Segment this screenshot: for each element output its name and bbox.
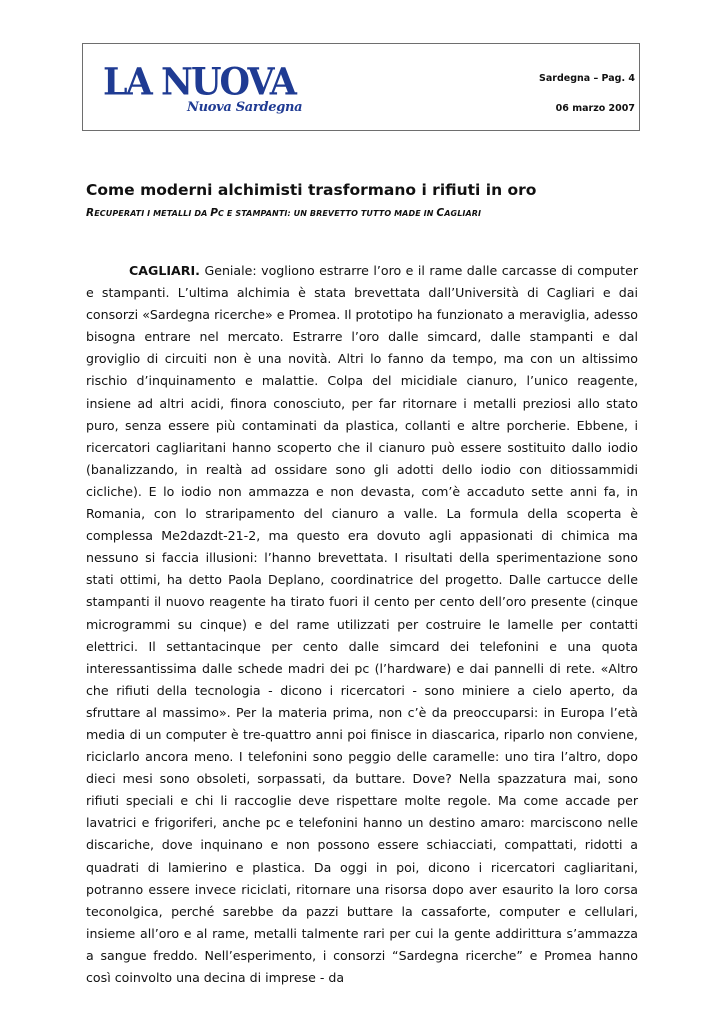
section-page: Sardegna – Pag. 4 — [539, 73, 635, 84]
article-title: Come moderni alchimisti trasformano i rifiuti in oro — [86, 181, 537, 199]
masthead-box — [82, 43, 640, 131]
article-body — [86, 260, 638, 989]
newspaper-logo — [103, 59, 303, 118]
article-text: Geniale: vogliono estrarre l’oro e il rame dalle carcasse di computer e stampanti. L’ultima alchimia è stata brevettata dall’Università di Cagliari e dai consorzi «Sardegna ricerche» e Promea. Il prototipo ha funzionato a meraviglia, adesso bisogna entrare nel mercato. Estrarre l’oro dalle simcard, dalle stampanti e dal groviglio di circuiti non è una novità. Altri lo fanno da tempo, ma con un altissimo rischio d’inquinamento e malattie. Colpa del micidiale cianuro, l’unico reagente, insiene ad altri acidi, finora conosciuto, per far ritornare i metalli preziosi allo stato puro, senza essere più contaminati da plastica, collanti e altre porcherie. Ebbene, i ricercatori cagliaritani hanno scoperto che il cianuro può essere sostituito dallo iodio (banalizzando, in realtà ad ossidare sono gli adotti dello iodio con ditiossammidi cicliche). E lo iodio non ammazza e non devasta, com’è accaduto sette anni fa, in Romania, con lo straripamento del cianuro a valle. La formula della scoperta è complessa Me2dazdt-21-2, ma questo era dovuto agli appasionati di chimica ma nessuno si faccia illusioni: l’hanno brevettata. I risultati della sperimentazione sono stati ottimi, ha detto Paola Deplano, coordinatrice del progetto. Dalle cartucce delle stampanti il nuovo reagente ha tirato fuori il cento per cento dell’oro presente (cinque microgrammi su cinque) e del rame utilizzati per costruire le lamelle per contatti elettrici. Il settantacinque per cento dalle simcard dei telefonini e una quota interessantissima dalle schede madri dei pc (l’hardware) e dai pannelli di rete. «Altro che rifiuti della tecnologia - dicono i ricercatori - sono miniere a cielo aperto, da sfruttare al massimo». Per la materia prima, non c’è da preoccuparsi: in Europa l’età media di un computer è tre-quattro anni poi finisce in diascarica, riparlo non conviene, riciclarlo ancora meno. I telefonini sono peggio delle caramelle: uno tira l’altro, dopo dieci mesi sono obsoleti, sorpassati, da buttare. Dove? Nella spazzatura mai, sono rifiuti speciali e chi li raccoglie deve rispettare molte regole. Ma come accade per lavatrici e frigoriferi, anche pc e telefonini hanno un destino amaro: marciscono nelle discariche, dove inquinano e non possono essere schiacciati, compattati, ridotti a quadrati di lamierino e plastica. Da oggi in poi, dicono i ricercatori cagliaritani, potranno essere invece riciclati, ritornare una risorsa dopo aver esaurito la loro corsa teconolgica, perché sarebbe da pazzi buttare la cassaforte, computer e cellulari, insieme all’oro e al rame, metalli talmente rari per cui la gente addirittura s’ammazza a sangue freddo. Nell’esperimento, i consorzi “Sardegna ricerche” e Promea hanno così coinvolto una decina di imprese - da — [86, 263, 638, 985]
subtitle-part-1: ECUPERATI I METALLI DA — [94, 209, 211, 218]
logo-main-text: LA NUOVA — [103, 59, 295, 105]
article-subtitle — [86, 207, 481, 219]
subtitle-cap-1: R — [86, 207, 95, 219]
issue-meta — [539, 72, 635, 115]
subtitle-part-2: C E STAMPANTI: UN BREVETTO TUTTO MADE IN — [218, 209, 437, 218]
article-dateline: CAGLIARI. — [129, 263, 200, 278]
subtitle-cap-2: P — [210, 207, 219, 219]
subtitle-cap-3: C — [436, 207, 445, 219]
logo-sub-text: Nuova Sardegna — [187, 100, 303, 115]
issue-date: 06 marzo 2007 — [555, 103, 635, 114]
subtitle-part-3: AGLIARI — [444, 209, 482, 218]
